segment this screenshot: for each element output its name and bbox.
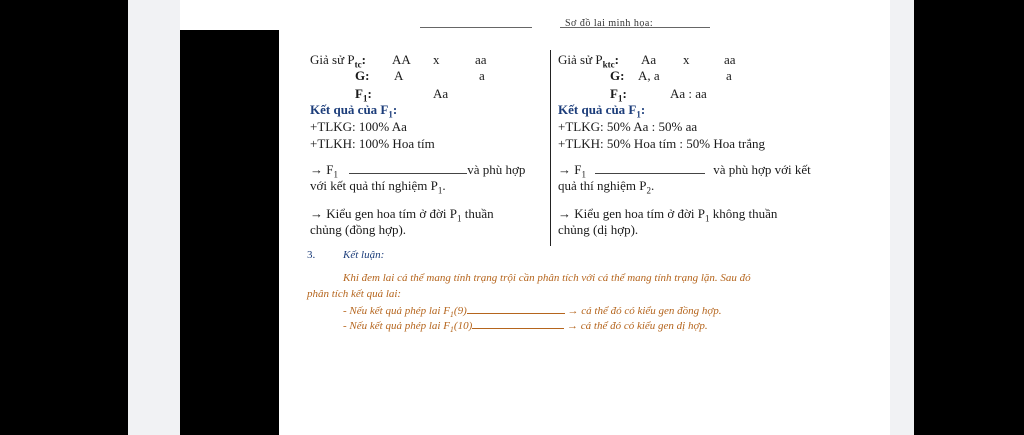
right-p-line: Giả sử $P_{ktc}$: bbox=[558, 52, 619, 70]
column-divider bbox=[550, 50, 551, 246]
redaction-block bbox=[180, 30, 279, 435]
right-arrow-f1-line: → $F_1$ và phù hợp với kết bbox=[558, 162, 811, 180]
conclusion-bullet-2: - Nếu kết quả phép lai $F_1(10)$ → cá thể đó có kiểu gen dị hợp. bbox=[343, 320, 708, 335]
left-kieu-gen-line-1: → Kiểu gen hoa tím ở đời $P_1$ thuần bbox=[310, 206, 494, 224]
right-p-cross: x bbox=[683, 52, 690, 67]
left-g-value-2: a bbox=[479, 68, 485, 83]
conclusion-title: Kết luận: bbox=[343, 249, 385, 261]
left-p-line: Giả sử $P_{tc}$: bbox=[310, 52, 366, 70]
left-result-title: Kết quả của $F_1$: bbox=[310, 102, 398, 120]
right-g-label: G: bbox=[610, 68, 625, 83]
right-g-value-2: a bbox=[726, 68, 732, 83]
left-arrow-f1-line: → $F_1$ và phù hợp bbox=[310, 162, 526, 180]
left-tlkh: +TLKH: 100% Hoa tím bbox=[310, 136, 435, 151]
right-kieu-gen-line-1: → Kiểu gen hoa tím ở đời $P_1$ không thuần bbox=[558, 206, 778, 224]
left-f1-value: Aa bbox=[433, 86, 449, 101]
left-p-cross: x bbox=[433, 52, 440, 67]
right-tlkh: +TLKH: 50% Hoa tím : 50% Hoa trắng bbox=[558, 136, 765, 151]
top-heading: Sơ đồ lai minh họa: bbox=[565, 18, 654, 29]
left-p-genotype-2: aa bbox=[475, 52, 487, 67]
conclusion-paragraph-line-1: Khi đem lai cá thể mang tính trạng trội cần phân tích với cá thể mang tính trạng lặn. Sau đó bbox=[343, 272, 751, 284]
right-f1-value: Aa : aa bbox=[670, 86, 707, 101]
top-divider-left bbox=[420, 27, 532, 28]
left-page-margin bbox=[128, 0, 180, 435]
conclusion-bullet-1: - Nếu kết quả phép lai $F_1(9)$ → cá thể đó có kiểu gen đồng hợp. bbox=[343, 305, 722, 320]
right-p-genotype-1: Aa bbox=[641, 52, 657, 67]
document-page bbox=[180, 0, 890, 435]
conclusion-number: 3. bbox=[307, 249, 316, 261]
conclusion-paragraph-line-2: phân tích kết quả lai: bbox=[307, 288, 402, 300]
left-p-genotype-1: AA bbox=[392, 52, 411, 67]
right-result-title: Kết quả của $F_1$: bbox=[558, 102, 646, 120]
left-tlkg: +TLKG: 100% Aa bbox=[310, 119, 407, 134]
right-thi-nghiem: quả thí nghiệm $P_2$. bbox=[558, 178, 655, 196]
right-page-margin bbox=[890, 0, 914, 435]
left-thi-nghiem: với kết quả thí nghiệm $P_1$. bbox=[310, 178, 446, 196]
left-g-value-1: A bbox=[394, 68, 404, 83]
right-kieu-gen-line-2: chủng (dị hợp). bbox=[558, 222, 639, 237]
left-g-label: G: bbox=[355, 68, 370, 83]
left-black-bar bbox=[0, 0, 128, 435]
right-f1-label: $F_1$: bbox=[610, 86, 627, 104]
right-p-genotype-2: aa bbox=[724, 52, 736, 67]
right-g-value-1: A, a bbox=[638, 68, 660, 83]
left-kieu-gen-line-2: chủng (đồng hợp). bbox=[310, 222, 407, 237]
left-f1-label: $F_1$: bbox=[355, 86, 372, 104]
right-black-bar bbox=[914, 0, 1024, 435]
right-tlkg: +TLKG: 50% Aa : 50% aa bbox=[558, 119, 698, 134]
